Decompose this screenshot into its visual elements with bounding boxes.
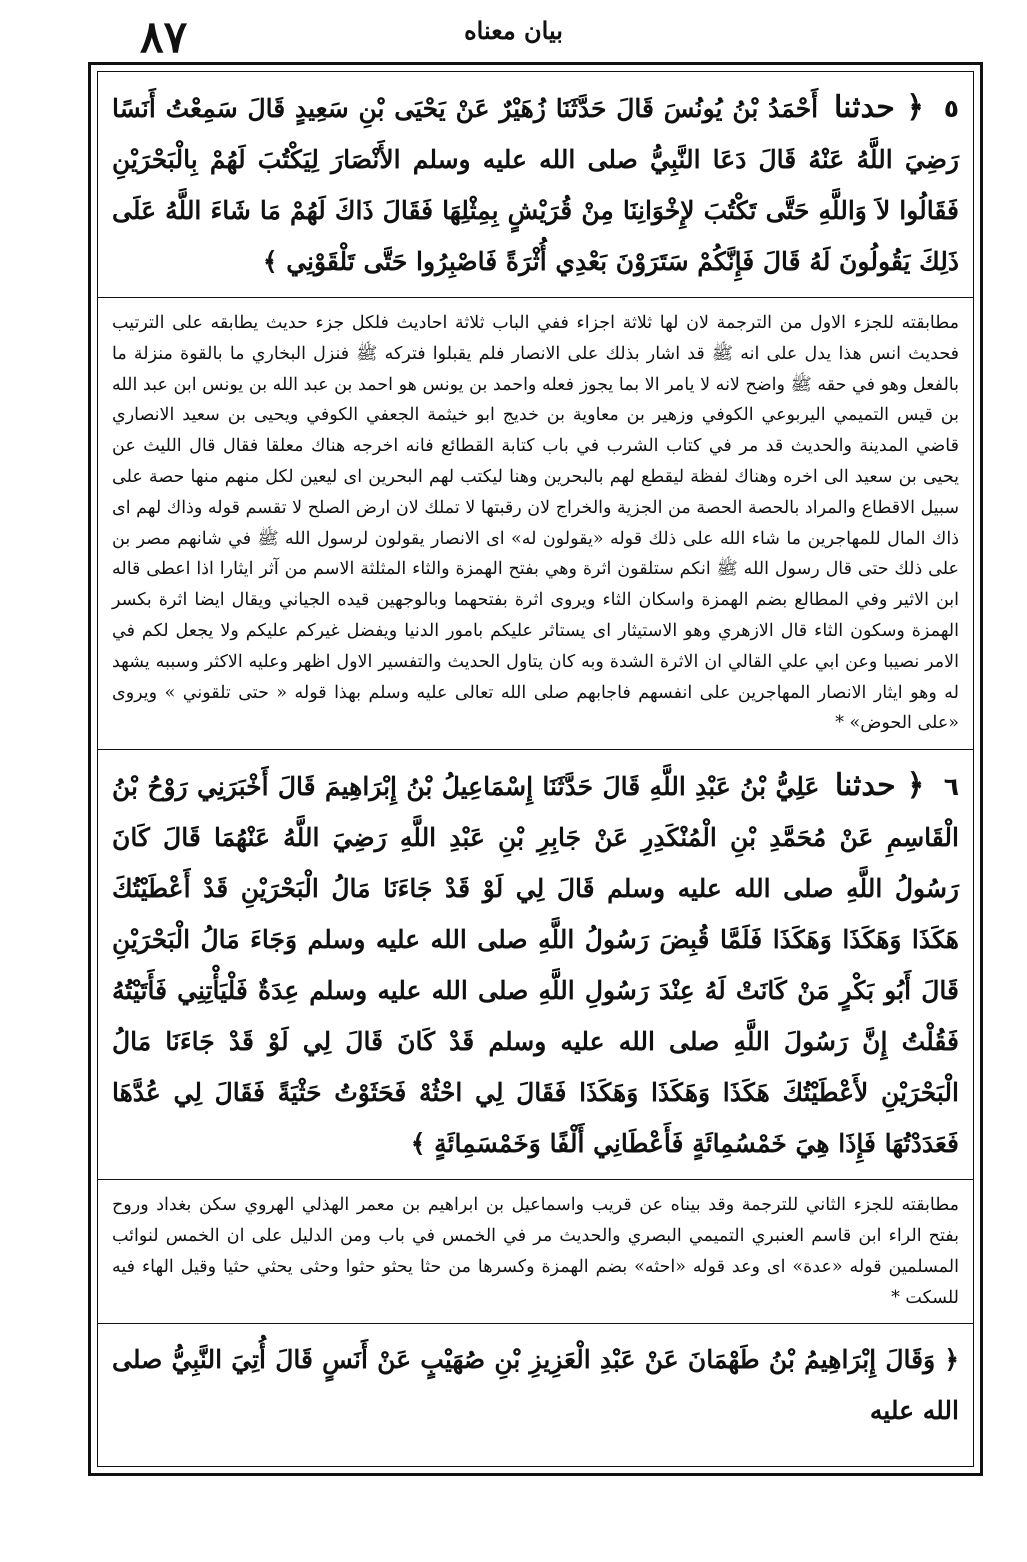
section-divider: [98, 1323, 973, 1324]
hadith-number: ٥: [943, 94, 959, 123]
page-number: ٨٧: [140, 13, 188, 62]
page-frame-inner: [97, 71, 974, 1467]
section-divider: [98, 1179, 973, 1180]
running-title: بيان معناه: [464, 16, 563, 45]
hadith-5: [112, 82, 959, 287]
hadith-opening: ﴿ حدثنا: [833, 90, 924, 125]
hadith-opening: ﴿ حدثنا: [834, 768, 925, 804]
hadith-text: ﴿ وَقَالَ إِبْرَاهِيمُ بْنُ طَهْمَانَ عَنْ عَبْدِ الْعَزِيزِ بْنِ صُهَيْبٍ عَنْ أَنَسٍ قَالَ أُتِيَ النَّبِيُّ صلى الله عليه: [112, 1345, 959, 1426]
hadith-text: عَلِيُّ بْنُ عَبْدِ اللَّهِ قَالَ حَدَّثَنَا إِسْمَاعِيلُ بْنُ إِبْرَاهِيمَ قَالَ أَخْبَرَنِي رَوْحُ بْنُ الْقَاسِمِ عَنْ مُحَمَّدِ بْنِ الْمُنْكَدِرِ عَنْ جَابِرِ بْنِ عَبْدِ اللَّهِ رَضِيَ اللَّهُ عَنْهُمَا قَالَ كَانَ رَسُولُ اللَّهِ صلى الله عليه وسلم قَالَ لِي لَوْ قَدْ جَاءَنَا مَالُ الْبَحْرَيْنِ قَدْ أَعْطَيْتُكَ هَكَذَا وَهَكَذَا وَهَكَذَا فَلَمَّا قُبِضَ رَسُولُ اللَّهِ صلى الله عليه وسلم وَجَاءَ مَالُ الْبَحْرَيْنِ قَالَ أَبُو بَكْرٍ مَنْ كَانَتْ لَهُ عِنْدَ رَسُولِ اللَّهِ صلى الله عليه وسلم عِدَةٌ فَلْيَأْتِنِي فَأَتَيْتُهُ فَقُلْتُ إِنَّ رَسُولَ اللَّهِ صلى الله عليه وسلم قَدْ كَانَ قَالَ لِي لَوْ قَدْ جَاءَنَا مَالُ الْبَحْرَيْنِ لأَعْطَيْتُكَ هَكَذَا وَهَكَذَا وَهَكَذَا فَقَالَ لِي احْثُهْ فَحَثَوْتُ حَثْيَةً فَقَالَ لِي عُدَّهَا فَعَدَدْتُهَا فَإِذَا هِيَ خَمْسُمِائَةٍ فَأَعْطَانِي أَلْفًا وَخَمْسَمِائَةٍ ﴾: [112, 772, 959, 1159]
commentary-6: مطابقته للجزء الثاني للترجمة وقد بيناه عن قريب واسماعيل بن ابراهيم بن معمر الهذلي الهروي سكن بغداد وروح بفتح الراء ابن قاسم العنبري التميمي البصري والحديث مر في الخمس في باب ومن الدليل على ان الخمس لنوائب المسلمين قوله «عدة» اى وعد قوله «احثه» بضم الهمزة وكسرها من حثا يحثو حثوا وحثى يحثي حثيا وقيل الهاء فيه للسكت *: [112, 1195, 959, 1308]
hadith-7: [112, 1334, 959, 1436]
hadith-number: ٦: [943, 772, 959, 802]
hadith-6: [112, 760, 959, 1169]
commentary-5: مطابقته للجزء الاول من الترجمة لان لها ثلاثة اجزاء ففي الباب ثلاثة احاديث فلكل جزء حديث يطابقه على الترتيب فحديث انس هذا يدل على انه ﷺ قد اشار بذلك على الانصار فلم يقبلوا فتركه ﷺ فنزل البخاري ما بالقوة منزلة ما بالفعل وهو في حقه ﷺ واضح لانه لا يامر الا بما يجوز فعله واحمد بن يونس هو احمد بن عبد الله بن يونس ابن عبد الله بن قيس التميمي اليربوعي الكوفي وزهير بن معاوية بن خديج ابو خيثمة الجعفي الكوفي ويحيى بن سعيد الانصاري قاضي المدينة والحديث قد مر في كتاب الشرب في باب كتابة القطائع فانه اخرجه هناك معلقا فقال قال الليث عن يحيى بن سعيد الى اخره وهناك لفظة ليقطع لهم بالبحرين وهنا ليكتب لهم البحرين اى ليعين لكل منهم منها حصة على سبيل الاقطاع والمراد بالحصة الحصة من الجزية والخراج لان رقبتها لا تملك لان ارض الصلح لا تقسم قوله وذاك لهم اى ذاك المال للمهاجرين ما شاء الله على ذلك قوله «يقولون له» اى الانصار يقولون لرسول الله ﷺ في شانهم مصر بن على ذلك حتى قال رسول الله ﷺ انكم ستلقون اثرة وهي بفتح الهمزة والثاء المثلثة الاسم من آثر ايثارا اذا اعطى قاله ابن الاثير وفي المطالع بضم الهمزة واسكان الثاء ويروى اثرة بفتحهما وبالوجهين قيده الجياني ويقال ايضا اثرة بكسر الهمزة وسكون الثاء قال الازهري وهو الاستيثار اى يستاثر عليكم بامور الدنيا ويفضل غيركم عليكم ولا يجعل لكم في الامر نصيبا وعن ابي علي القالي ان الاثرة الشدة وبه كان يتاول الحديث والتفسير الاول اظهر وعليه الاكثر وسببه يشهد له وهو ايثار الانصار المهاجرين على انفسهم فاجابهم صلى الله تعالى عليه وسلم بهذا قوله « حتى تلقوني » ويروى «على الحوض» *: [112, 313, 959, 734]
page-frame: [88, 62, 983, 1476]
hadith-text: أَحْمَدُ بْنُ يُونُسَ قَالَ حَدَّثَنَا زُهَيْرٌ عَنْ يَحْيَى بْنِ سَعِيدٍ قَالَ سَمِعْتُ أَنَسًا رَضِيَ اللَّهُ عَنْهُ قَالَ دَعَا النَّبِيُّ صلى الله عليه وسلم الأَنْصَارَ لِيَكْتُبَ لَهُمْ بِالْبَحْرَيْنِ فَقَالُوا لاَ وَاللَّهِ حَتَّى تَكْتُبَ لإِخْوَانِنَا مِنْ قُرَيْشٍ بِمِثْلِهَا فَقَالَ ذَاكَ لَهُمْ مَا شَاءَ اللَّهُ عَلَى ذَلِكَ يَقُولُونَ لَهُ قَالَ فَإِنَّكُمْ سَتَرَوْنَ بَعْدِي أُثْرَةً فَاصْبِرُوا حَتَّى تَلْقَوْنِي ﴾: [112, 94, 959, 276]
page-content: [98, 72, 973, 1436]
section-divider: [98, 749, 973, 750]
section-divider: [98, 297, 973, 298]
